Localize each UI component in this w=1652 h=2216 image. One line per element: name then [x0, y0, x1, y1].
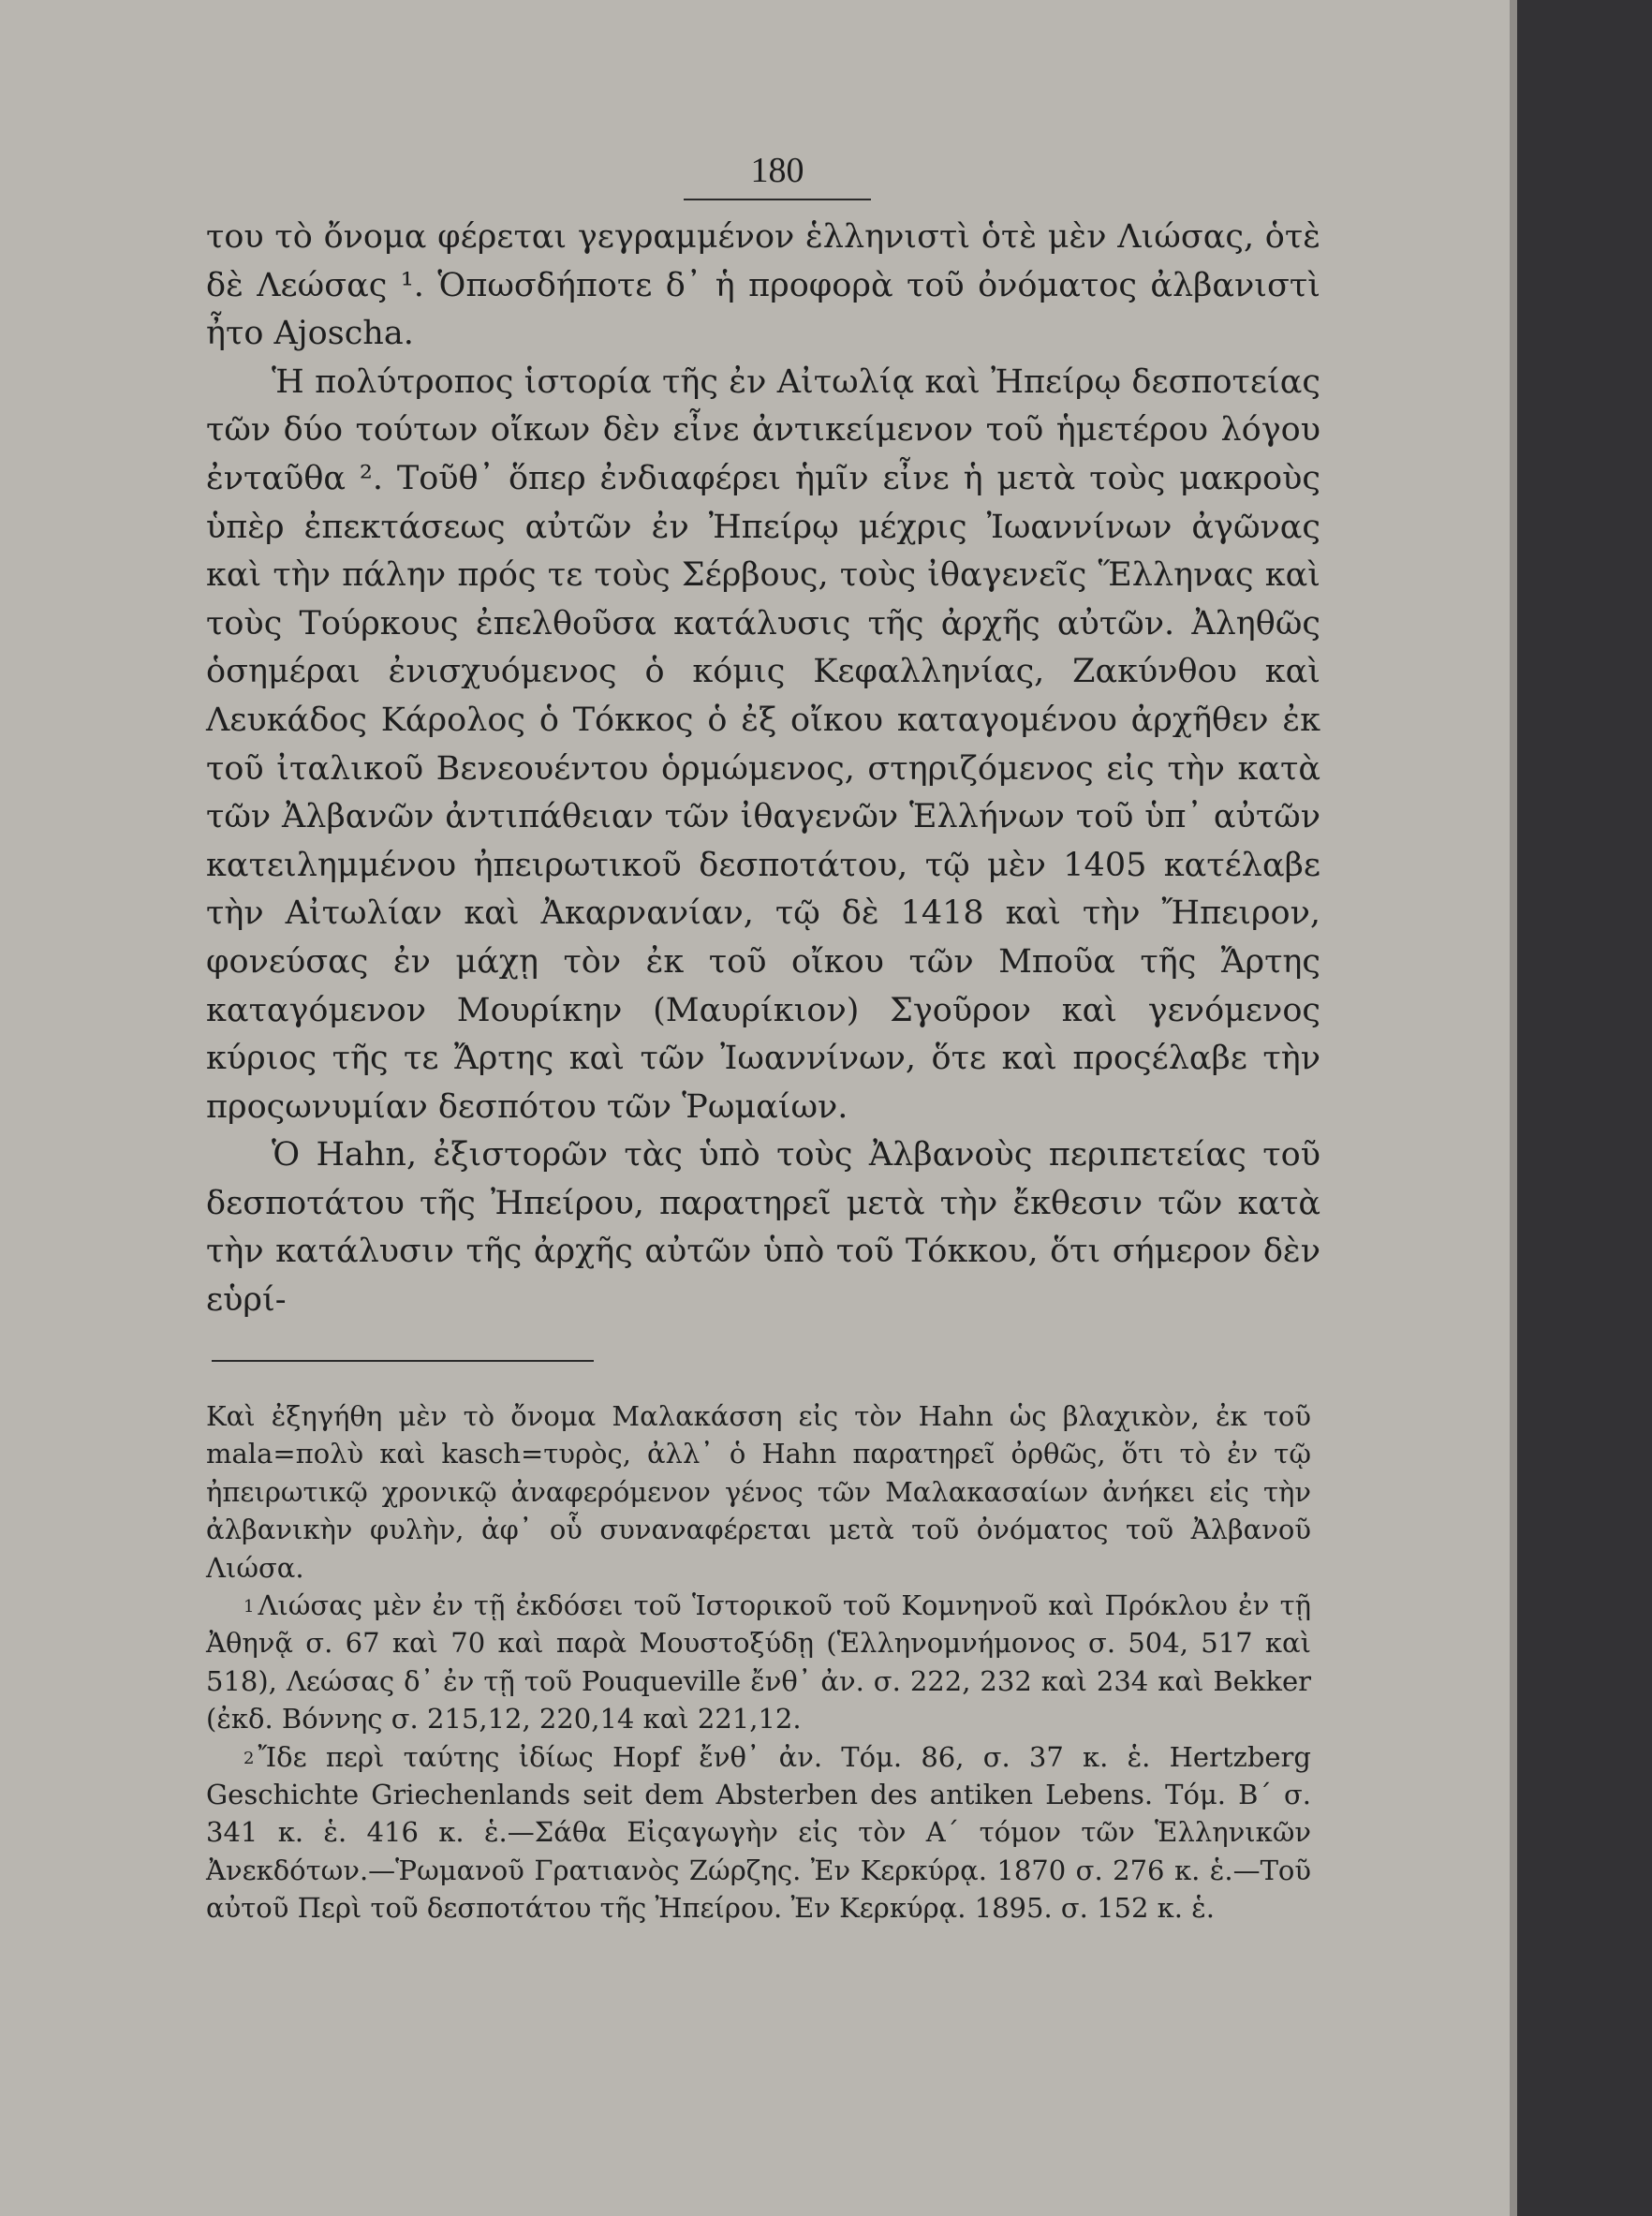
- footnotes: [206, 1397, 1311, 1928]
- footnote-2-marker: 2: [243, 1748, 255, 1768]
- main-text: [206, 214, 1320, 1325]
- page-number: 180: [750, 151, 804, 190]
- footnote-continuation: Καὶ ἐξηγήθη μὲν τὸ ὄνομα Μαλακάσση εἰς τὸν Hahn ὡς βλαχικὸν, ἐκ τοῦ mala=πολὺ καὶ kasch=τυρὸς, ἀλλ᾿ ὁ Hahn παρατηρεῖ ὀρθῶς, ὅτι τὸ ἐν τῷ ἠπειρωτικῷ χρονικῷ ἀναφερόμενον γένος τῶν Μαλακασαίων ἀνήκει εἰς τὴν ἀλβανικὴν φυλὴν, ἀφ᾿ οὗ συναναφέρεται μετὰ τοῦ ὀνόματος τοῦ Ἀλβανοῦ Λιώσα.: [206, 1400, 1311, 1584]
- page-number-rule: [684, 199, 871, 200]
- binding-gutter: [1517, 0, 1652, 2216]
- footnote-1-text: Λιώσας μὲν ἐν τῇ ἐκδόσει τοῦ Ἱστορικοῦ τοῦ Κομνηνοῦ καὶ Πρόκλου ἐν τῇ Ἀθηνᾷ σ. 67 καὶ 70 καὶ παρὰ Μουστοξύδῃ (Ἑλληνομνήμονος σ. 504, 517 καὶ 518), Λεώσας δ᾿ ἐν τῇ τοῦ Pouqueville ἔνθ᾿ ἀν. σ. 222, 232 καὶ 234 καὶ Bekker (ἐκδ. Βόννης σ. 215,12, 220,14 καὶ 221,12.: [206, 1589, 1311, 1736]
- footnote-rule: [212, 1360, 594, 1362]
- paragraph-history: Ἡ πολύτροπος ἱστορία τῆς ἐν Αἰτωλίᾳ καὶ Ἠπείρῳ δεσποτείας τῶν δύο τούτων οἴκων δὲν εἶνε ἀντικείμενον τοῦ ἡμετέρου λόγου ἐνταῦθα ². Τοῦθ᾿ ὅπερ ἐνδιαφέρει ἡμῖν εἶνε ἡ μετὰ τοὺς μακροὺς ὑπὲρ ἐπεκτάσεως αὐτῶν ἐν Ἠπείρῳ μέχρις Ἰωαννίνων ἀγῶνας καὶ τὴν πάλην πρός τε τοὺς Σέρβους, τοὺς ἰθαγενεῖς Ἕλληνας καὶ τοὺς Τούρκους ἐπελθοῦσα κατάλυσις τῆς ἀρχῆς αὐτῶν. Ἀληθῶς ὁσημέραι ἐνισχυόμενος ὁ κόμις Κεφαλληνίας, Ζακύνθου καὶ Λευκάδος Κάρολος ὁ Τόκκος ὁ ἐξ οἴκου καταγομένου ἀρχῆθεν ἐκ τοῦ ἰταλικοῦ Βενεουέντου ὁρμώμενος, στηριζόμενος εἰς τὴν κατὰ τῶν Ἀλβανῶν ἀντιπάθειαν τῶν ἰθαγενῶν Ἑλλήνων τοῦ ὑπ᾿ αὐτῶν κατειλημμένου ἠπειρωτικοῦ δεσποτάτου, τῷ μὲν 1405 κατέλαβε τὴν Αἰτωλίαν καὶ Ἀκαρνανίαν, τῷ δὲ 1418 καὶ τὴν Ἤπειρον, φονεύσας ἐν μάχῃ τὸν ἐκ τοῦ οἴκου τῶν Μποῦα τῆς Ἄρτης καταγόμενον Μουρίκην (Μαυρίκιον) Σγοῦρον καὶ γενόμενος κύριος τῆς τε Ἄρτης καὶ τῶν Ἰωαννίνων, ὅτε καὶ προςέλαβε τὴν προςωνυμίαν δεσπότου τῶν Ῥωμαίων.: [206, 362, 1320, 1126]
- footnote-1-marker: 1: [243, 1597, 255, 1618]
- footnote-2: [206, 1738, 1311, 1928]
- paragraph-hahn: Ὁ Hahn, ἐξιστορῶν τὰς ὑπὸ τοὺς Ἀλβανοὺς περιπετείας τοῦ δεσποτάτου τῆς Ἠπείρου, παρατηρεῖ μετὰ τὴν ἔκθεσιν τῶν κατὰ τὴν κατάλυσιν τῆς ἀρχῆς αὐτῶν ὑπὸ τοῦ Τόκκου, ὅτι σήμερον δὲν εὑρί-: [206, 1136, 1320, 1320]
- footnote-1: [206, 1587, 1311, 1738]
- footnote-2-text: Ἴδε περὶ ταύτης ἰδίως Hopf ἔνθ᾿ ἀν. Τόμ. 86, σ. 37 κ. ἑ. Hertzberg Geschichte Griechenlands seit dem Absterben des antiken Lebens. Τόμ. Β΄ σ. 341 κ. ἑ. 416 κ. ἑ.—Σάθα Εἰςαγωγὴν εἰς τὸν Α΄ τόμον τῶν Ἑλληνικῶν Ἀνεκδότων.—Ῥωμανοῦ Γρατιανὸς Ζώρζης. Ἐν Κερκύρᾳ. 1870 σ. 276 κ. ἑ.—Τοῦ αὐτοῦ Περὶ τοῦ δεσποτάτου τῆς Ἠπείρου. Ἐν Κερκύρᾳ. 1895. σ. 152 κ. ἑ.: [206, 1740, 1311, 1925]
- paragraph-continuation: του τὸ ὄνομα φέρεται γεγραμμένον ἑλληνιστὶ ὁτὲ μὲν Λιώσας, ὁτὲ δὲ Λεώσας ¹. Ὁπωσδήποτε δ᾿ ἡ προφορὰ τοῦ ὀνόματος ἀλβανιστὶ ἦτο Ajoscha.: [206, 218, 1320, 353]
